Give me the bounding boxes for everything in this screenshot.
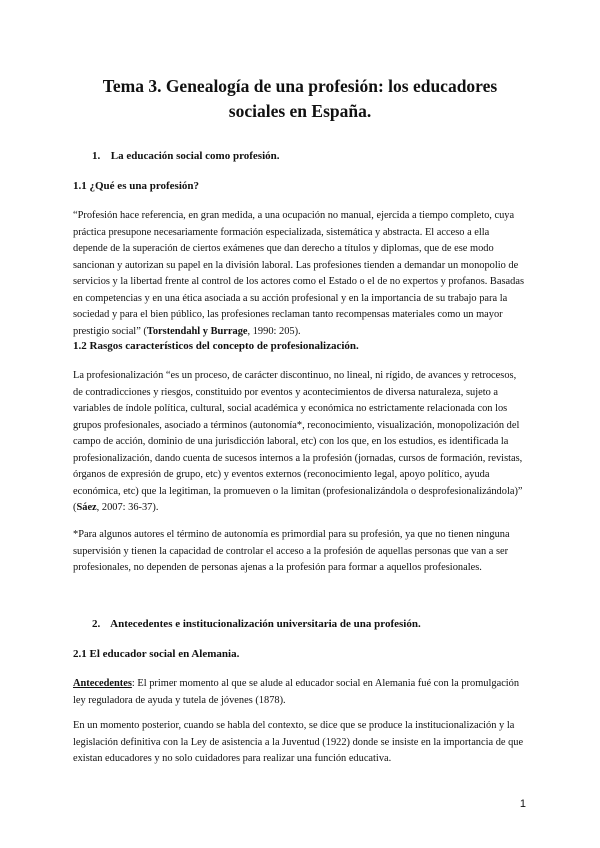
paragraph-institutionalization: En un momento posterior, cuando se habla del contexto, se dice que se produce la institucionalización y la legislación definitiva con la Ley de asistencia a la Juventud (1922) donde se insiste en la importancia de que existan educadores y no solo cuidadores para realizar una función educativa. [73, 720, 524, 764]
document-title [70, 74, 530, 124]
subsection-2-1-heading: 2.1 El educador social en Alemania. [73, 648, 240, 660]
subsection-1-2-heading: 1.2 Rasgos característicos del concepto de profesionalización. [73, 340, 359, 352]
paragraph-1-text: “Profesión hace referencia, en gran medida, a una ocupación no manual, ejercida a tiempo completo, cuya práctica presupone necesariamente formación especializada, sistemática y abstracta. El acceso a ella depende de la superación de ciertos exámenes que dan derecho a títulos y diplomas, que de ese modo sancionan y autorizan su papel en la división laboral. Las profesiones tienden a demandar un monopolio de servicios y la libertad frente al control de los actores como el Estado o el de no expertos y profanos. Basadas en competencias y en una ética asociada a su acción profesional y en la importancia de su trabajo para la sociedad y para el bien público, las profesiones reclaman tanto recompensas materiales como un mayor prestigio social” ( [73, 210, 524, 337]
citation-author-1: Torstendahl y Burrage [146, 325, 248, 337]
citation-author-2: Sáez [76, 502, 97, 513]
citation-tail-1: , 1990: 205). [247, 325, 301, 337]
section-1-title: La educación social como profesión. [110, 150, 280, 162]
citation-tail-2: , 2007: 36-37). [96, 502, 159, 513]
antecedentes-label: Antecedentes [73, 678, 132, 689]
paragraph-autonomy-note: *Para algunos autores el término de autonomía es primordial para su profesión, ya que no tienen ninguna supervisión y tienen la capacidad de controlar el acceso a la profesión de aquellas personas que van a ser profesionales, no dependen de personas ajenas a la profesión para formar a aquellos profesionales. [73, 529, 510, 573]
section-2-heading [92, 618, 421, 630]
page-number: 1 [519, 798, 526, 810]
section-1-number: 1. [92, 150, 101, 162]
paragraph-profession-definition [73, 208, 525, 340]
section-2-title: Antecedentes e institucionalización universitaria de una profesión. [110, 618, 421, 630]
section-1-heading [92, 150, 280, 162]
paragraph-4-text: : El primer momento al que se alude al educador social en Alemania fué con la promulgación ley reguladora de ayuda y tutela de jóvenes (1878). [73, 678, 520, 706]
title-line-2: sociales en España. [228, 101, 372, 121]
paragraph-2-text: La profesionalización “es un proceso, de carácter discontinuo, no lineal, ni rígido, de avances y retrocesos, de contradicciones y riesgos, constituido por eventos y acontecimientos de diversa naturaleza, sujeto a variables de índole política, cultural, social académica y económica no estrictamente relacionada con los grupos profesionales, asociado a términos (autonomía*, reconocimiento, visualización, monopolización del campo de acción, dominio de una jurisdicción laboral, etc) con los que, en los estudios, es identificada la profesionalización, dando cuenta de sucesos internos a la profesión (jornadas, cursos de formación, revistas, órganos de expresión de grupo, etc) y eventos externos (reconocimiento legal, apoyo político, ayuda económica, etc) que la legitiman, la promueven o la limitan (profesionalizándola o desprofesionalizándola)” ( [73, 370, 523, 513]
paragraph-professionalization [73, 368, 525, 517]
subsection-1-1-heading: 1.1 ¿Qué es una profesión? [73, 180, 200, 192]
paragraph-antecedentes [73, 676, 525, 709]
section-2-number: 2. [92, 618, 101, 630]
title-line-1: Tema 3. Genealogía de una profesión: los educadores [102, 76, 498, 96]
